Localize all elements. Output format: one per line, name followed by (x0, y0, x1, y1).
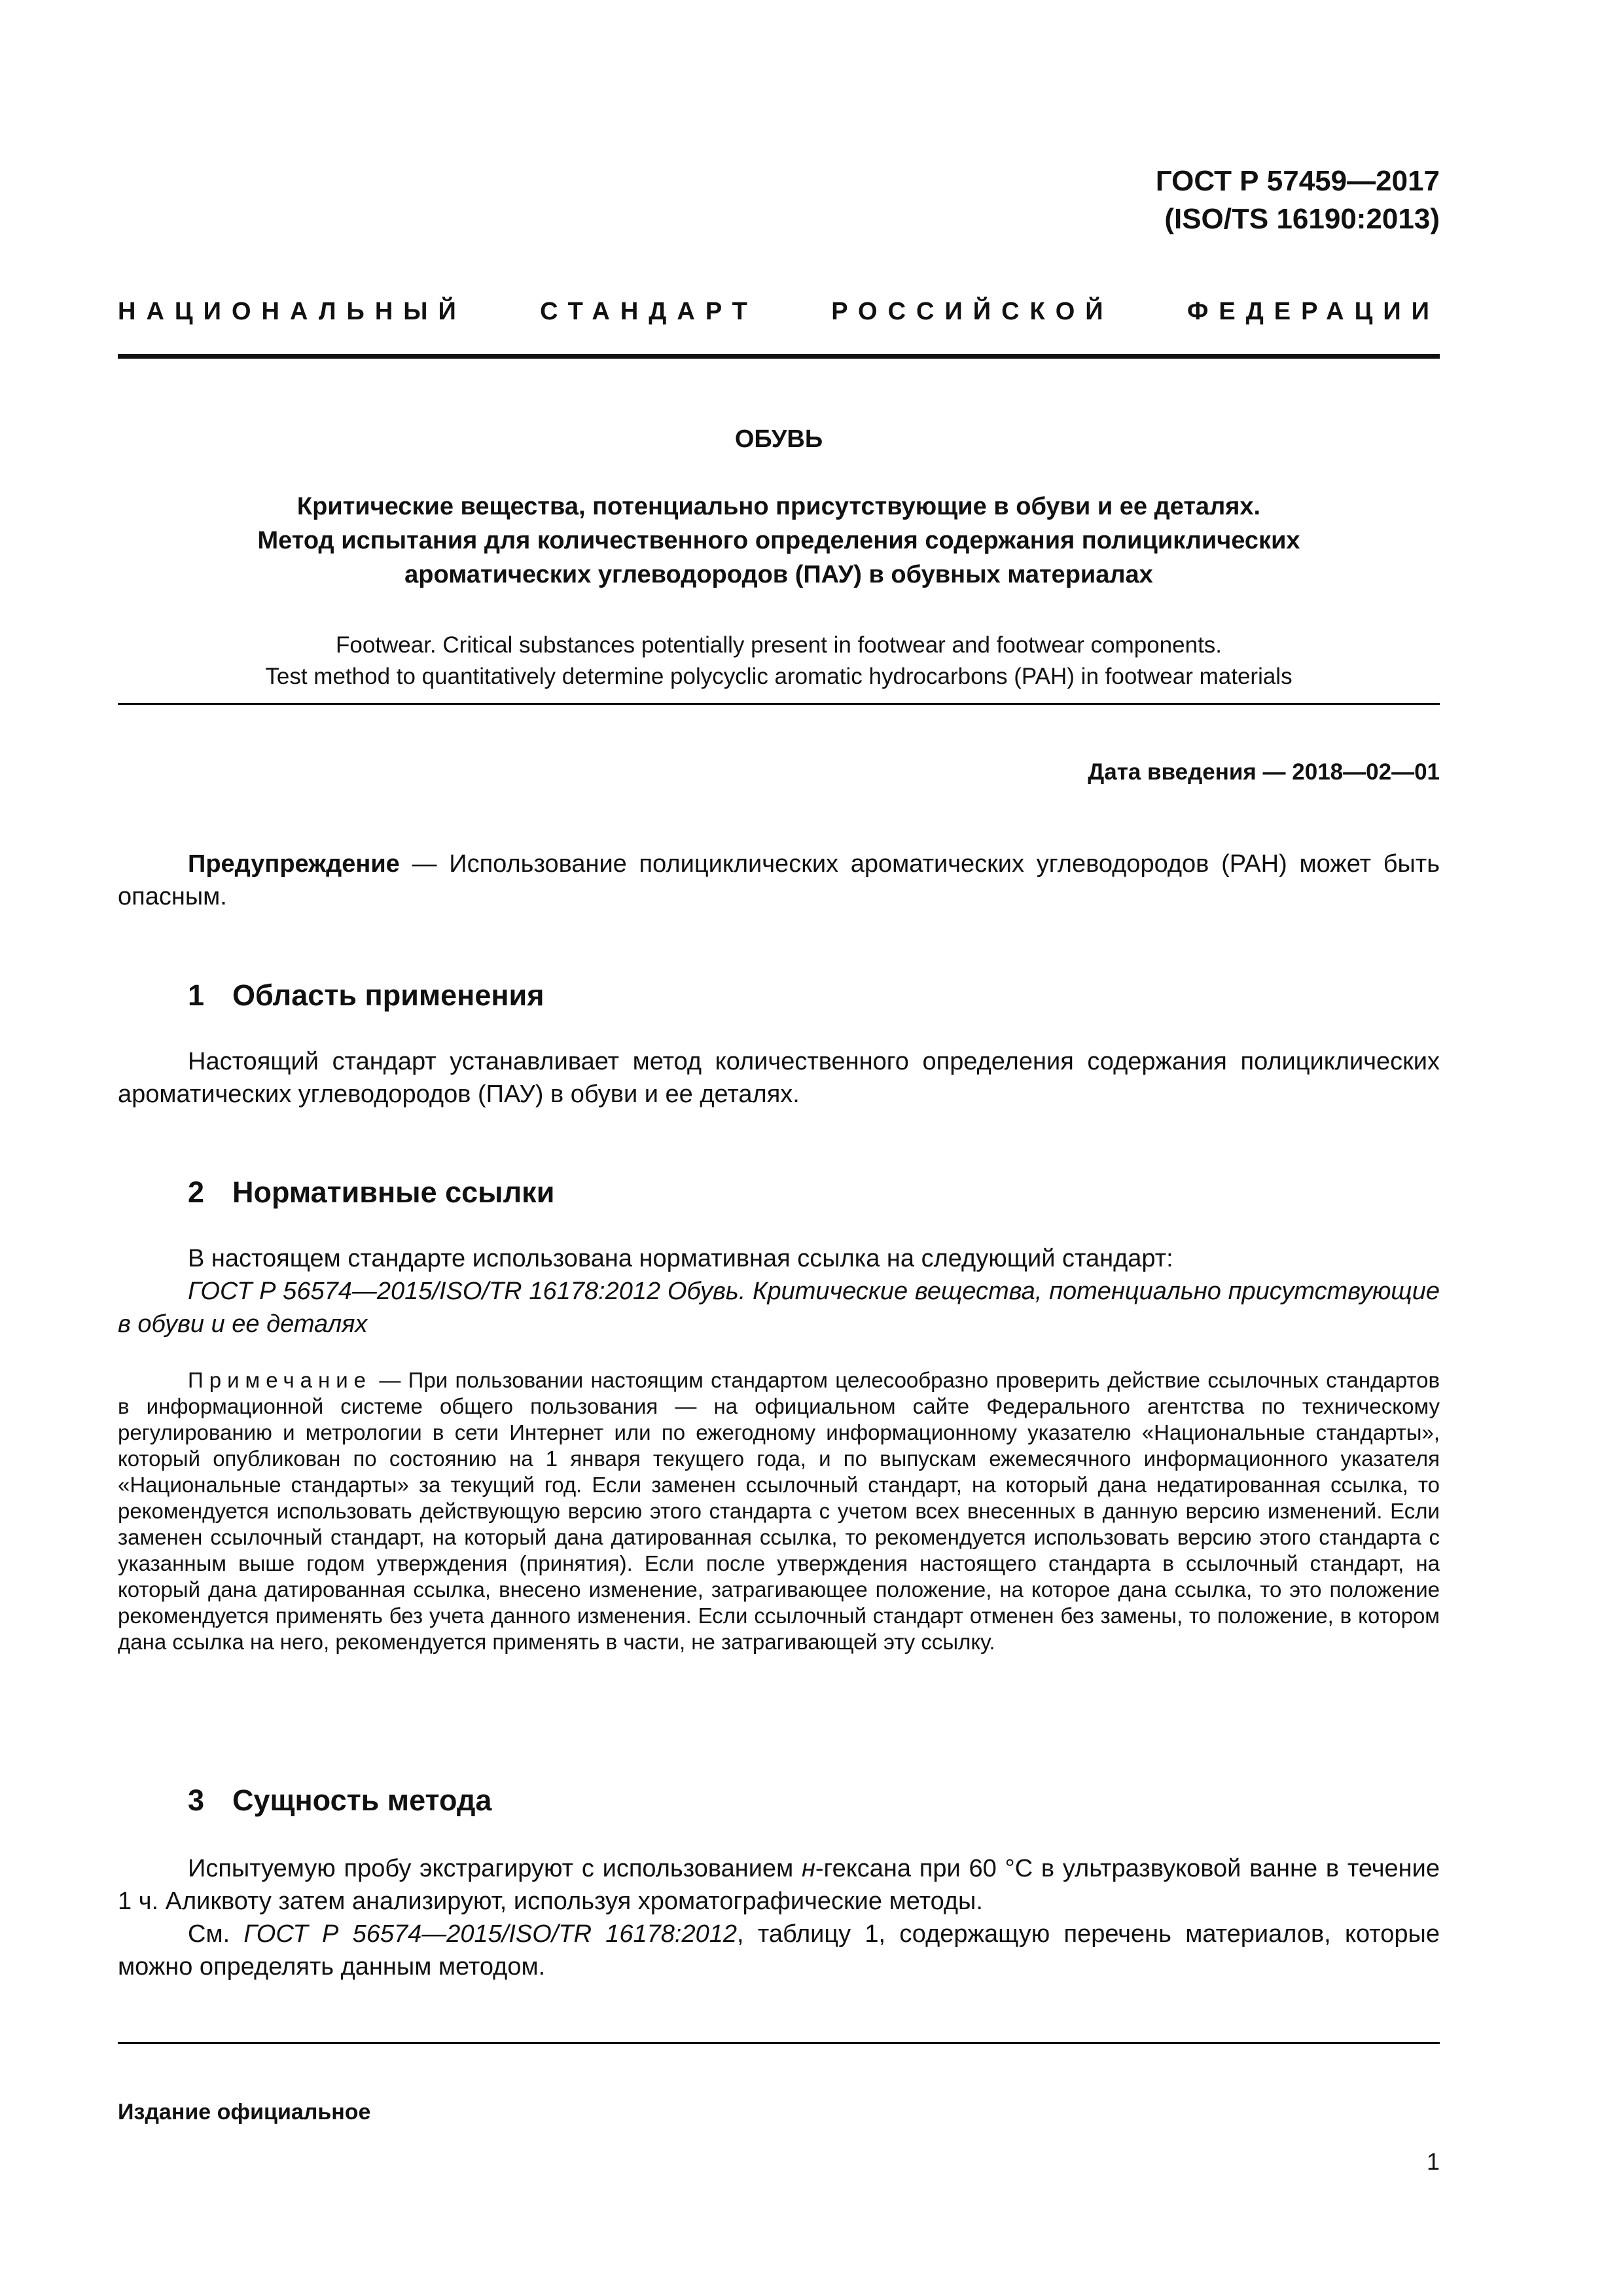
header-divider (118, 354, 1440, 359)
section-title: Область применения (232, 978, 544, 1012)
footer-divider (118, 2042, 1440, 2044)
russian-title-line: Метод испытания для количественного определения содержания полициклических (257, 527, 1300, 554)
text-span: -гексана при 60 °С в ультразвуковой ванне в течение 1 ч. Аликвоту затем анализируют, используя хроматографические методы. (118, 1855, 1440, 1915)
russian-title-line: Критические вещества, потенциально присутствующие в обуви и ее деталях. (296, 493, 1261, 520)
reference-text: ГОСТ Р 56574—2015/ISO/TR 16178:2012 Обувь. Критические вещества, потенциально присутствующие в обуви и ее деталях (118, 1278, 1440, 1338)
standard-code (1156, 162, 1440, 238)
section-2-text: В настоящем стандарте использована нормативная ссылка на следующий стандарт: (188, 1245, 1173, 1272)
warning-label: Предупреждение (188, 850, 400, 878)
text-span: Испытуемую пробу экстрагируют с использованием (188, 1855, 802, 1882)
section-3-heading (188, 1784, 491, 1818)
page-number: 1 (1426, 2148, 1440, 2175)
text-span: , таблицу 1, содержащую перечень материалов, которые можно определять данным методом. (118, 1920, 1440, 1981)
section-2-heading (188, 1175, 554, 1210)
italic-span: н (801, 1855, 815, 1882)
standard-code-gost: ГОСТ Р 57459—2017 (1155, 165, 1440, 197)
national-standard-title (118, 298, 1440, 326)
normative-reference (118, 1275, 1440, 1340)
english-title-line: Test method to quantitatively determine polycyclic aromatic hydrocarbons (PAH) in footwear materials (265, 664, 1293, 689)
note-label: Примечание (188, 1368, 372, 1392)
section-number: 1 (188, 978, 205, 1012)
section-number: 2 (188, 1175, 205, 1209)
section-title: Нормативные ссылки (232, 1175, 555, 1209)
section-3-text-1 (118, 1852, 1440, 1918)
national-title-word: НАЦИОНАЛЬНЫЙ (118, 298, 467, 325)
italic-span: ГОСТ Р 56574—2015/ISO/TR 16178:2012 (243, 1920, 738, 1948)
national-title-word: РОССИЙСКОЙ (831, 298, 1114, 325)
section-title: Сущность метода (232, 1784, 492, 1817)
note-text: — При пользовании настоящим стандартом целесообразно проверить действие ссылочных стандартов в информационной системе общего пользования — на официальном сайте Федерального агентства по техническому регулированию и метрологии в сети Интернет или по ежегодному информационному указателю «Национальные стандарты», который опубликован по состоянию на 1 января текущего года, и по выпускам ежемесячного информационного указателя «Национальные стандарты» за текущий год. Если заменен ссылочный стандарт, на который дана недатированная ссылка, то рекомендуется использовать действующую версию этого стандарта с учетом всех внесенных в данную версию изменений. Если заменен ссылочный стандарт, на который дана датированная ссылка, то рекомендуется использовать версию этого стандарта с указанным выше годом утверждения (принятия). Если после утверждения настоящего стандарта в ссылочный стандарт, на который дана датированная ссылка, внесено изменение, затрагивающее положение, на которое дана ссылка, то это положение рекомендуется применять без учета данного изменения. Если ссылочный стандарт отменен без замены, то положение, в котором дана ссылка на него, рекомендуется применять в части, не затрагивающей эту ссылку. (118, 1368, 1440, 1654)
english-title-line: Footwear. Critical substances potentially present in footwear and footwear components. (335, 632, 1222, 658)
russian-title-line: ароматических углеводородов (ПАУ) в обувных материалах (404, 561, 1153, 588)
section-number: 3 (188, 1784, 205, 1817)
official-edition-label: Издание официальное (118, 2100, 371, 2125)
note-paragraph (118, 1367, 1440, 1655)
english-title (118, 630, 1440, 692)
section-1-heading (188, 978, 544, 1013)
document-page (118, 0, 1440, 2296)
warning-paragraph (118, 848, 1440, 913)
russian-title (118, 490, 1440, 592)
section-3-text-2 (118, 1918, 1440, 1983)
introduction-date: Дата введения — 2018—02—01 (1088, 759, 1440, 785)
document-subject: ОБУВЬ (734, 425, 823, 453)
section-1-text: Настоящий стандарт устанавливает метод количественного определения содержания полициклических ароматических углеводородов (ПАУ) в обуви и ее деталях. (118, 1048, 1440, 1108)
title-divider (118, 703, 1440, 705)
text-span: См. (188, 1920, 244, 1948)
standard-code-iso: (ISO/TS 16190:2013) (1164, 203, 1440, 235)
national-title-word: СТАНДАРТ (540, 298, 758, 325)
warning-text: — Использование полициклических ароматических углеводородов (PAH) может быть опасным. (118, 850, 1440, 910)
national-title-word: ФЕДЕРАЦИИ (1186, 298, 1440, 325)
